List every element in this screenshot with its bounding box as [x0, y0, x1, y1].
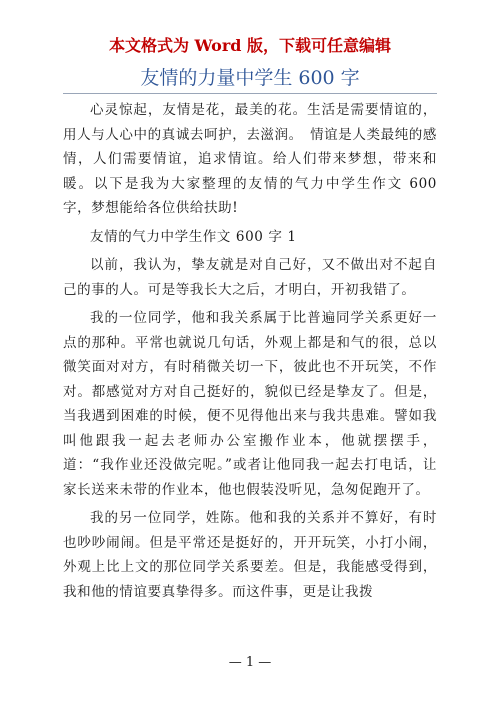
paragraph-subheading: 友情的气力中学生作文 600 字 1 — [90, 228, 297, 245]
paragraph-3: 我的另一位同学，姓陈。他和我的关系并不算好，有时也吵吵闹闹。但是平常还是挺好的，开开玩笑，小打小闹，外观上比上文的那位同学关系要差。但是，我能感受得到，我和他的情谊要真挚得多。而这件事，更是让我拨 — [63, 510, 437, 600]
paragraph-1: 以前，我认为，挚友就是对自己好，又不做出对不起自己的事的人。可是等我长大之后，才明白，开初我错了。 — [63, 257, 437, 298]
paragraph-intro: 心灵惊起，友情是花，最美的花。生活是需要情谊的，用人与人心中的真诚去呵护，去滋润。 情谊是人类最纯的感情，人们需要情谊，追求情谊。给人们带来梦想，带来和暖。以下是我为大家整理的友情的气力中学生作文 600 字，梦想能给各位供给扶助! — [63, 102, 437, 216]
document-body — [63, 98, 437, 608]
title-divider — [63, 93, 437, 94]
document-title: 友情的力量中学生 600 字 — [140, 67, 360, 89]
paragraph-2: 我的一位同学，他和我关系属于比普遍同学关系更好一点的那种。平常也就说几句话，外观上都是和气的很，总以微笑面对对方，有时稍微关切一下，彼此也不开玩笑，不作对。都感觉对方对自己挺好的，貌似已经是挚友了。但是，当我遇到困难的时候，便不见得他出来与我共患难。譬如我叫他跟我一起去老师办公室搬作业本，他就摆摆手，道：“我作业还没做完呢。”或者让他同我一起去打电话，让家长送来未带的作业本，他也假装没听见，急匆促跑开了。 — [63, 310, 437, 498]
page-number: — 1 — — [228, 655, 272, 670]
download-banner: 本文格式为 Word 版，下载可任意编辑 — [108, 36, 392, 55]
